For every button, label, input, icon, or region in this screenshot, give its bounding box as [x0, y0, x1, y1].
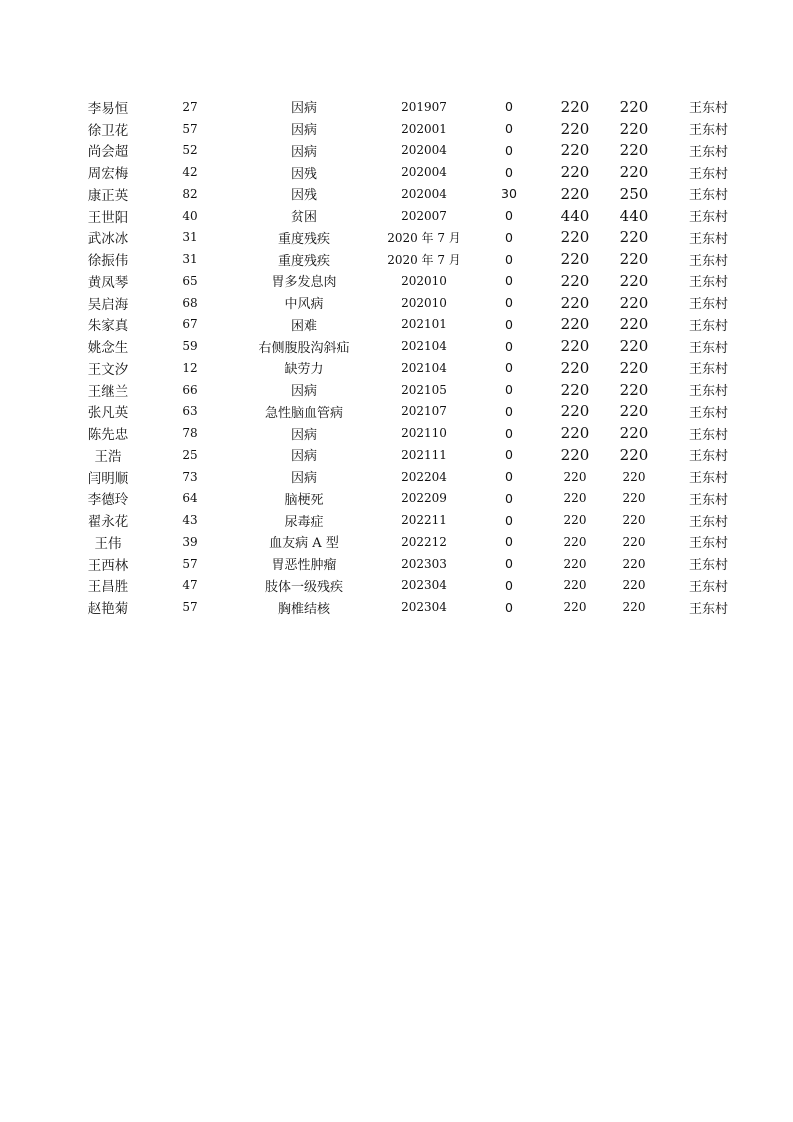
- table-row: [70, 140, 730, 162]
- amount-1-cell: 0: [505, 273, 513, 289]
- table-row: [70, 314, 730, 336]
- amount-2-cell: 220: [560, 228, 590, 247]
- village-cell: 王东村: [688, 558, 728, 574]
- age-cell: 63: [182, 404, 198, 419]
- village-cell: 王东村: [688, 231, 728, 247]
- amount-1-cell: 30: [501, 186, 517, 202]
- amount-2-cell: 440: [560, 206, 590, 225]
- total-cell: 220: [619, 337, 649, 356]
- date-cell: 202101: [401, 317, 447, 332]
- reason-cell: 贫困: [290, 210, 317, 226]
- village-cell: 王东村: [688, 362, 728, 378]
- total-cell: 220: [622, 556, 646, 571]
- amount-1-cell: 0: [505, 512, 513, 528]
- reason-cell: 因病: [290, 471, 317, 487]
- reason-cell: 因病: [290, 123, 317, 139]
- amount-1-cell: 0: [505, 447, 513, 463]
- date-cell: 202211: [401, 513, 447, 528]
- name-cell: 朱家真: [87, 318, 129, 335]
- village-cell: 王东村: [688, 253, 728, 269]
- reason-cell: 血友病 A 型: [269, 536, 339, 552]
- age-cell: 66: [182, 382, 198, 397]
- table-row: [70, 575, 730, 597]
- age-cell: 78: [182, 426, 198, 441]
- amount-2-cell: 220: [560, 424, 590, 443]
- date-cell: 202007: [401, 208, 447, 223]
- table-row: [70, 118, 730, 140]
- name-cell: 王伟: [94, 535, 122, 552]
- date-cell: 202303: [401, 556, 447, 571]
- village-cell: 王东村: [688, 210, 728, 226]
- table-row: [70, 96, 730, 118]
- amount-2-cell: 220: [560, 141, 590, 160]
- table-row: [70, 227, 730, 249]
- table-row: [70, 596, 730, 618]
- reason-cell: 因残: [290, 166, 317, 182]
- total-cell: 220: [619, 163, 649, 182]
- date-cell: 202209: [401, 491, 447, 506]
- table-row: [70, 444, 730, 466]
- name-cell: 尚会超: [87, 144, 129, 161]
- village-cell: 王东村: [688, 579, 728, 595]
- age-cell: 52: [182, 143, 198, 158]
- date-cell: 202004: [401, 186, 447, 201]
- table-row: [70, 357, 730, 379]
- reason-cell: 因病: [290, 144, 317, 160]
- total-cell: 220: [619, 250, 649, 269]
- reason-cell: 缺劳力: [284, 362, 324, 378]
- roster-table: [70, 96, 730, 618]
- document-page: [70, 96, 730, 618]
- reason-cell: 因病: [290, 101, 317, 117]
- date-cell: 202204: [401, 469, 447, 484]
- amount-1-cell: 0: [505, 469, 513, 485]
- total-cell: 220: [622, 534, 646, 549]
- amount-1-cell: 0: [505, 142, 513, 158]
- amount-2-cell: 220: [563, 556, 587, 571]
- total-cell: 220: [619, 424, 649, 443]
- age-cell: 25: [182, 447, 198, 462]
- name-cell: 王文汐: [87, 361, 129, 378]
- reason-cell: 急性脑血管病: [264, 405, 343, 421]
- age-cell: 73: [182, 469, 198, 484]
- age-cell: 31: [182, 252, 198, 267]
- name-cell: 王继兰: [87, 383, 129, 400]
- reason-cell: 胸椎结核: [277, 601, 330, 617]
- amount-2-cell: 220: [560, 358, 590, 377]
- village-cell: 王东村: [688, 514, 728, 530]
- reason-cell: 因病: [290, 449, 317, 465]
- age-cell: 39: [182, 534, 198, 549]
- amount-2-cell: 220: [560, 184, 590, 203]
- village-cell: 王东村: [688, 144, 728, 160]
- amount-2-cell: 220: [560, 315, 590, 334]
- name-cell: 王浩: [94, 448, 122, 465]
- total-cell: 220: [619, 141, 649, 160]
- total-cell: 220: [619, 380, 649, 399]
- date-cell: 202105: [401, 382, 447, 397]
- name-cell: 黄凤琴: [87, 274, 129, 291]
- table-row: [70, 531, 730, 553]
- age-cell: 65: [182, 273, 198, 288]
- total-cell: 220: [619, 228, 649, 247]
- date-cell: 202104: [401, 360, 447, 375]
- village-cell: 王东村: [688, 188, 728, 204]
- reason-cell: 中风病: [284, 297, 324, 313]
- total-cell: 440: [619, 206, 649, 225]
- name-cell: 赵艳菊: [87, 601, 129, 618]
- date-cell: 2020 年 7 月: [387, 230, 461, 245]
- village-cell: 王东村: [688, 275, 728, 291]
- village-cell: 王东村: [688, 166, 728, 182]
- name-cell: 张凡英: [87, 405, 129, 422]
- table-row: [70, 466, 730, 488]
- total-cell: 220: [619, 119, 649, 138]
- age-cell: 59: [182, 339, 198, 354]
- total-cell: 220: [619, 402, 649, 421]
- reason-cell: 肢体一级残疾: [264, 579, 343, 595]
- reason-cell: 重度残疾: [277, 253, 330, 269]
- table-row: [70, 509, 730, 531]
- name-cell: 武冰冰: [87, 231, 129, 248]
- age-cell: 43: [182, 513, 198, 528]
- total-cell: 220: [619, 358, 649, 377]
- amount-1-cell: 0: [505, 316, 513, 332]
- age-cell: 40: [182, 208, 198, 223]
- name-cell: 李易恒: [87, 100, 129, 117]
- amount-1-cell: 0: [505, 338, 513, 354]
- table-row: [70, 335, 730, 357]
- amount-1-cell: 0: [505, 360, 513, 376]
- village-cell: 王东村: [688, 318, 728, 334]
- total-cell: 250: [619, 184, 649, 203]
- reason-cell: 困难: [290, 318, 317, 334]
- amount-2-cell: 220: [560, 293, 590, 312]
- amount-1-cell: 0: [505, 534, 513, 550]
- date-cell: 202110: [401, 426, 447, 441]
- age-cell: 57: [182, 121, 198, 136]
- reason-cell: 因病: [290, 427, 317, 443]
- age-cell: 68: [182, 295, 198, 310]
- table-row: [70, 270, 730, 292]
- village-cell: 王东村: [688, 384, 728, 400]
- village-cell: 王东村: [688, 427, 728, 443]
- amount-1-cell: 0: [505, 121, 513, 137]
- age-cell: 42: [182, 165, 198, 180]
- village-cell: 王东村: [688, 492, 728, 508]
- table-body: [70, 96, 730, 618]
- table-row: [70, 379, 730, 401]
- amount-2-cell: 220: [563, 578, 587, 593]
- date-cell: 202111: [401, 447, 447, 462]
- amount-1-cell: 0: [505, 577, 513, 593]
- age-cell: 57: [182, 556, 198, 571]
- amount-2-cell: 220: [560, 445, 590, 464]
- amount-2-cell: 220: [563, 469, 587, 484]
- reason-cell: 因病: [290, 384, 317, 400]
- date-cell: 202010: [401, 273, 447, 288]
- age-cell: 31: [182, 230, 198, 245]
- amount-2-cell: 220: [563, 491, 587, 506]
- name-cell: 姚念生: [87, 340, 129, 357]
- amount-1-cell: 0: [505, 208, 513, 224]
- total-cell: 220: [622, 578, 646, 593]
- age-cell: 82: [182, 186, 198, 201]
- age-cell: 57: [182, 600, 198, 615]
- reason-cell: 脑梗死: [284, 492, 324, 508]
- amount-2-cell: 220: [560, 97, 590, 116]
- amount-2-cell: 220: [560, 337, 590, 356]
- name-cell: 周宏梅: [87, 166, 129, 183]
- name-cell: 徐卫花: [87, 122, 129, 139]
- amount-1-cell: 0: [505, 490, 513, 506]
- amount-2-cell: 220: [563, 600, 587, 615]
- amount-2-cell: 220: [560, 163, 590, 182]
- date-cell: 2020 年 7 月: [387, 252, 461, 267]
- name-cell: 王昌胜: [87, 579, 129, 596]
- amount-1-cell: 0: [505, 556, 513, 572]
- date-cell: 202304: [401, 578, 447, 593]
- amount-2-cell: 220: [560, 119, 590, 138]
- table-row: [70, 161, 730, 183]
- total-cell: 220: [619, 315, 649, 334]
- name-cell: 翟永花: [87, 514, 129, 531]
- amount-1-cell: 0: [505, 164, 513, 180]
- date-cell: 202004: [401, 143, 447, 158]
- amount-2-cell: 220: [560, 402, 590, 421]
- reason-cell: 胃多发息肉: [271, 275, 337, 291]
- amount-2-cell: 220: [560, 271, 590, 290]
- table-row: [70, 292, 730, 314]
- name-cell: 陈先忠: [87, 427, 129, 444]
- table-row: [70, 401, 730, 423]
- table-row: [70, 553, 730, 575]
- name-cell: 徐振伟: [87, 253, 129, 270]
- village-cell: 王东村: [688, 405, 728, 421]
- amount-1-cell: 0: [505, 403, 513, 419]
- date-cell: 202010: [401, 295, 447, 310]
- village-cell: 王东村: [688, 601, 728, 617]
- age-cell: 47: [182, 578, 198, 593]
- name-cell: 吴启海: [87, 296, 129, 313]
- date-cell: 202004: [401, 165, 447, 180]
- village-cell: 王东村: [688, 471, 728, 487]
- amount-2-cell: 220: [560, 250, 590, 269]
- name-cell: 王世阳: [87, 209, 129, 226]
- date-cell: 202304: [401, 600, 447, 615]
- amount-1-cell: 0: [505, 229, 513, 245]
- village-cell: 王东村: [688, 536, 728, 552]
- amount-1-cell: 0: [505, 382, 513, 398]
- name-cell: 康正英: [87, 187, 129, 204]
- table-row: [70, 422, 730, 444]
- age-cell: 12: [182, 360, 198, 375]
- village-cell: 王东村: [688, 101, 728, 117]
- date-cell: 201907: [401, 99, 447, 114]
- age-cell: 27: [182, 99, 198, 114]
- name-cell: 李德玲: [87, 492, 129, 509]
- total-cell: 220: [619, 97, 649, 116]
- reason-cell: 右侧腹股沟斜疝: [258, 340, 350, 356]
- village-cell: 王东村: [688, 449, 728, 465]
- amount-1-cell: 0: [505, 295, 513, 311]
- name-cell: 王西林: [87, 557, 129, 574]
- total-cell: 220: [622, 491, 646, 506]
- table-row: [70, 205, 730, 227]
- date-cell: 202107: [401, 404, 447, 419]
- reason-cell: 尿毒症: [284, 514, 324, 530]
- village-cell: 王东村: [688, 123, 728, 139]
- amount-1-cell: 0: [505, 99, 513, 115]
- village-cell: 王东村: [688, 340, 728, 356]
- age-cell: 67: [182, 317, 198, 332]
- table-row: [70, 183, 730, 205]
- amount-1-cell: 0: [505, 251, 513, 267]
- reason-cell: 胃恶性肿瘤: [271, 558, 337, 574]
- amount-2-cell: 220: [560, 380, 590, 399]
- total-cell: 220: [622, 600, 646, 615]
- total-cell: 220: [622, 469, 646, 484]
- total-cell: 220: [619, 293, 649, 312]
- amount-1-cell: 0: [505, 425, 513, 441]
- total-cell: 220: [622, 513, 646, 528]
- reason-cell: 重度残疾: [277, 231, 330, 247]
- table-row: [70, 488, 730, 510]
- date-cell: 202001: [401, 121, 447, 136]
- table-row: [70, 248, 730, 270]
- amount-2-cell: 220: [563, 534, 587, 549]
- amount-1-cell: 0: [505, 599, 513, 615]
- date-cell: 202212: [401, 534, 447, 549]
- village-cell: 王东村: [688, 297, 728, 313]
- amount-2-cell: 220: [563, 513, 587, 528]
- date-cell: 202104: [401, 339, 447, 354]
- total-cell: 220: [619, 445, 649, 464]
- total-cell: 220: [619, 271, 649, 290]
- reason-cell: 因残: [290, 188, 317, 204]
- age-cell: 64: [182, 491, 198, 506]
- name-cell: 闫明顺: [87, 470, 129, 487]
